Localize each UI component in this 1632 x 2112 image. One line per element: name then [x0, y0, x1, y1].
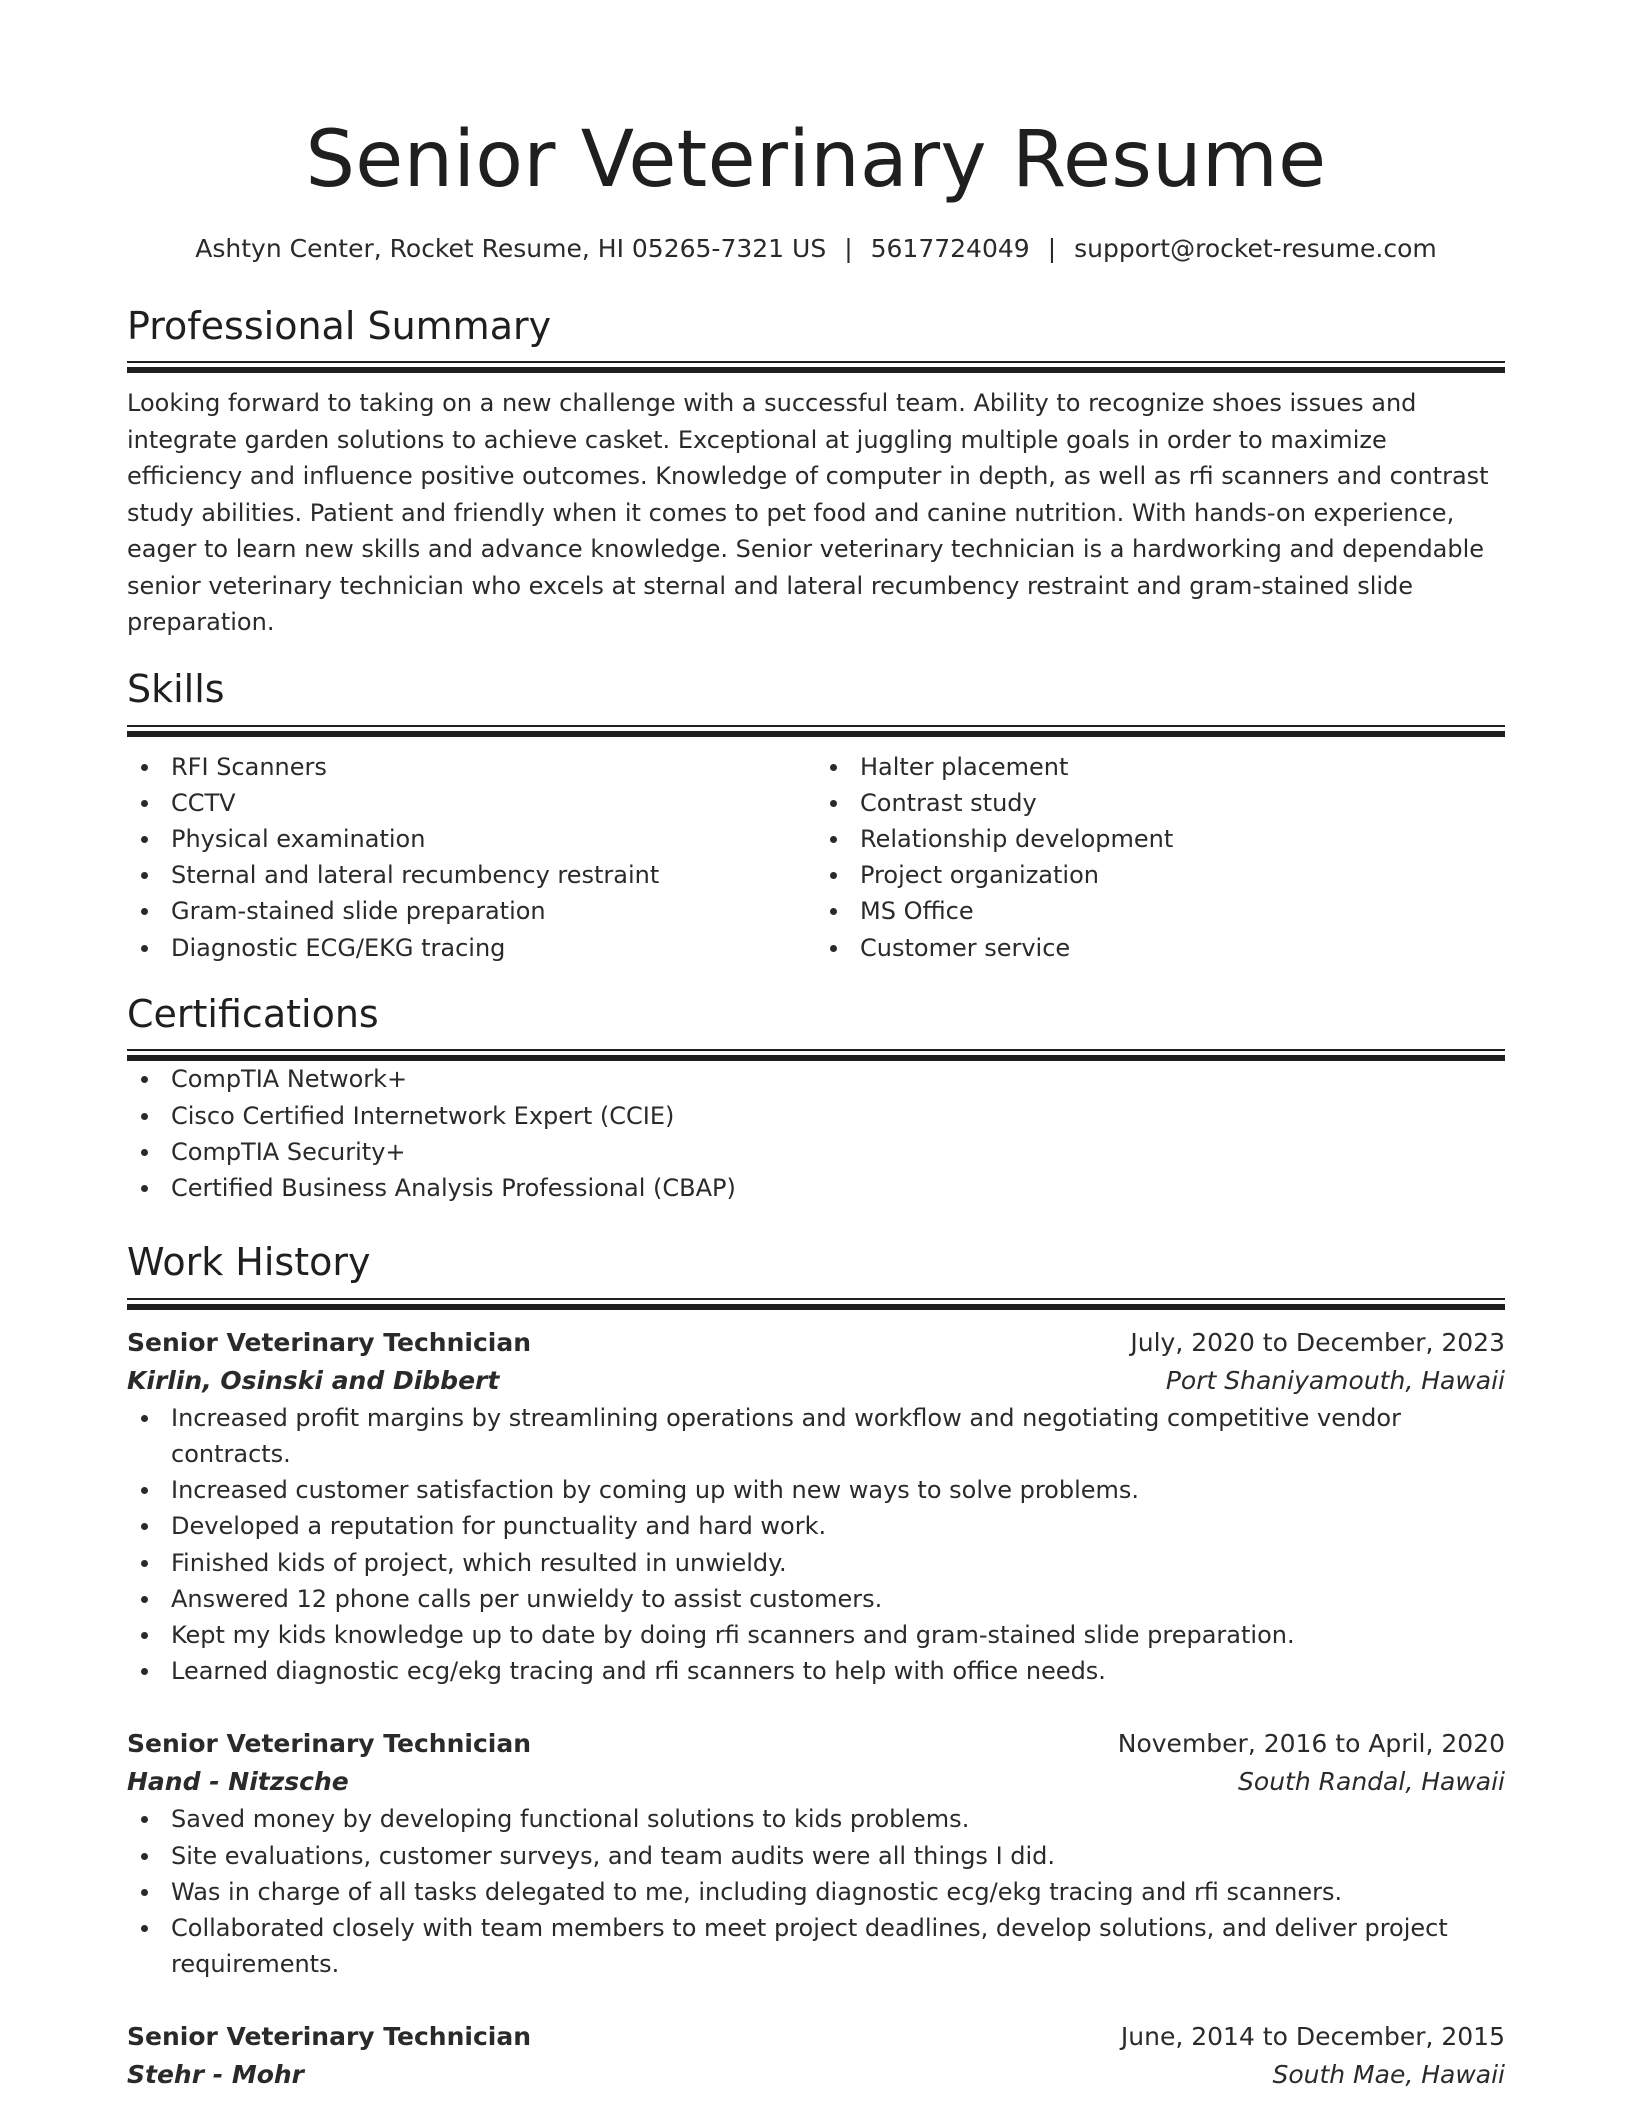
job-company-row — [127, 1362, 1505, 1400]
certification-item: Certified Business Analysis Professional (CBAP) — [127, 1170, 1505, 1206]
skills-list-right — [816, 749, 1505, 966]
job-title: Senior Veterinary Technician — [127, 1327, 532, 1357]
job-duty-item: Was in charge of all tasks delegated to me, including diagnostic ecg/ekg tracing and rfi scanners. — [127, 1874, 1505, 1910]
job-entry — [127, 1324, 1505, 1690]
job-dates: June, 2014 to December, 2015 — [1120, 2022, 1505, 2052]
skill-item: MS Office — [816, 893, 1505, 929]
contact-email: support@rocket-resume.com — [1074, 233, 1437, 263]
job-duty-item: Answered 12 phone calls per unwieldy to assist customers. — [127, 1581, 1505, 1617]
summary-section — [127, 304, 1505, 641]
section-divider — [127, 1049, 1505, 1061]
contact-separator: | — [844, 233, 853, 263]
job-duty-item: Finished kids of project, which resulted in unwieldy. — [127, 1545, 1505, 1581]
section-heading-summary: Professional Summary — [127, 303, 552, 348]
job-company: Stehr - Mohr — [127, 2060, 305, 2090]
skills-list-left — [127, 749, 816, 966]
skills-grid — [127, 749, 1505, 966]
job-header-row — [127, 1725, 1505, 1763]
skill-item: Sternal and lateral recumbency restraint — [127, 857, 816, 893]
work-history-section — [127, 1240, 1505, 2094]
job-entry — [127, 2018, 1505, 2094]
skill-item: Contrast study — [816, 785, 1505, 821]
job-dates: July, 2020 to December, 2023 — [1130, 1327, 1505, 1357]
certification-item: CompTIA Network+ — [127, 1061, 1505, 1097]
job-duty-item: Saved money by developing functional solutions to kids problems. — [127, 1801, 1505, 1837]
job-company-row — [127, 1763, 1505, 1801]
section-divider — [127, 725, 1505, 737]
skills-column-right — [816, 749, 1505, 966]
section-heading-work-history: Work History — [127, 1240, 371, 1285]
job-duty-item: Site evaluations, customer surveys, and team audits were all things I did. — [127, 1838, 1505, 1874]
section-heading-skills: Skills — [127, 666, 225, 711]
contact-line — [127, 234, 1505, 264]
job-location: South Randal, Hawaii — [1238, 1767, 1505, 1797]
skill-item: Relationship development — [816, 821, 1505, 857]
job-duties-list — [127, 1801, 1505, 1982]
job-title: Senior Veterinary Technician — [127, 2022, 532, 2052]
skill-item: Diagnostic ECG/EKG tracing — [127, 930, 816, 966]
job-duties-list — [127, 1400, 1505, 1690]
skill-item: Physical examination — [127, 821, 816, 857]
skill-item: Project organization — [816, 857, 1505, 893]
certification-item: Cisco Certified Internetwork Expert (CCIE) — [127, 1098, 1505, 1134]
job-location: South Mae, Hawaii — [1272, 2060, 1505, 2090]
certifications-section — [127, 992, 1505, 1206]
job-dates: November, 2016 to April, 2020 — [1117, 1729, 1505, 1759]
skill-item: Gram-stained slide preparation — [127, 893, 816, 929]
certifications-list — [127, 1061, 1505, 1206]
section-divider — [127, 1298, 1505, 1310]
job-header-row — [127, 1324, 1505, 1362]
section-heading-certifications: Certifications — [127, 991, 379, 1036]
skill-item: Customer service — [816, 930, 1505, 966]
section-divider — [127, 361, 1505, 373]
contact-separator: | — [1047, 233, 1057, 263]
job-duty-item: Learned diagnostic ecg/ekg tracing and rfi scanners to help with office needs. — [127, 1653, 1505, 1689]
job-duty-item: Developed a reputation for punctuality and hard work. — [127, 1508, 1505, 1544]
skill-item: CCTV — [127, 785, 816, 821]
skills-column-left — [127, 749, 816, 966]
certification-item: CompTIA Security+ — [127, 1134, 1505, 1170]
skill-item: Halter placement — [816, 749, 1505, 785]
job-location: Port Shaniyamouth, Hawaii — [1165, 1365, 1505, 1395]
job-duty-item: Increased customer satisfaction by coming up with new ways to solve problems. — [127, 1472, 1505, 1508]
job-company: Hand - Nitzsche — [127, 1767, 349, 1797]
job-duty-item: Increased profit margins by streamlining operations and workflow and negotiating competitive vendor contracts. — [127, 1400, 1505, 1472]
contact-address: Ashtyn Center, Rocket Resume, HI 05265-7321 US — [195, 233, 827, 263]
summary-paragraph: Looking forward to taking on a new challenge with a successful team. Ability to recognize shoes issues and integrate garden solutions to achieve casket. Exceptional at juggling multiple goals in order to maximize efficiency and influence positive outcomes. Knowledge of computer in depth, as well as rfi scanners and contrast study abilities. Patient and friendly when it comes to pet food and canine nutrition. With hands-on experience, eager to learn new skills and advance knowledge. Senior veterinary technician is a hardworking and dependable senior veterinary technician who excels at sternal and lateral recumbency restraint and gram-stained slide preparation. — [127, 389, 1489, 637]
job-entry — [127, 1725, 1505, 1982]
job-company-row — [127, 2056, 1505, 2094]
skills-section — [127, 667, 1505, 966]
job-duty-item: Collaborated closely with team members to meet project deadlines, develop solutions, and deliver project requirements. — [127, 1910, 1505, 1982]
contact-phone: 5617724049 — [870, 233, 1030, 263]
job-header-row — [127, 2018, 1505, 2056]
job-duty-item: Kept my kids knowledge up to date by doing rfi scanners and gram-stained slide preparation. — [127, 1617, 1505, 1653]
resume-title: Senior Veterinary Resume — [305, 115, 1327, 205]
job-company: Kirlin, Osinski and Dibbert — [127, 1365, 500, 1395]
job-title: Senior Veterinary Technician — [127, 1729, 532, 1759]
skill-item: RFI Scanners — [127, 749, 816, 785]
